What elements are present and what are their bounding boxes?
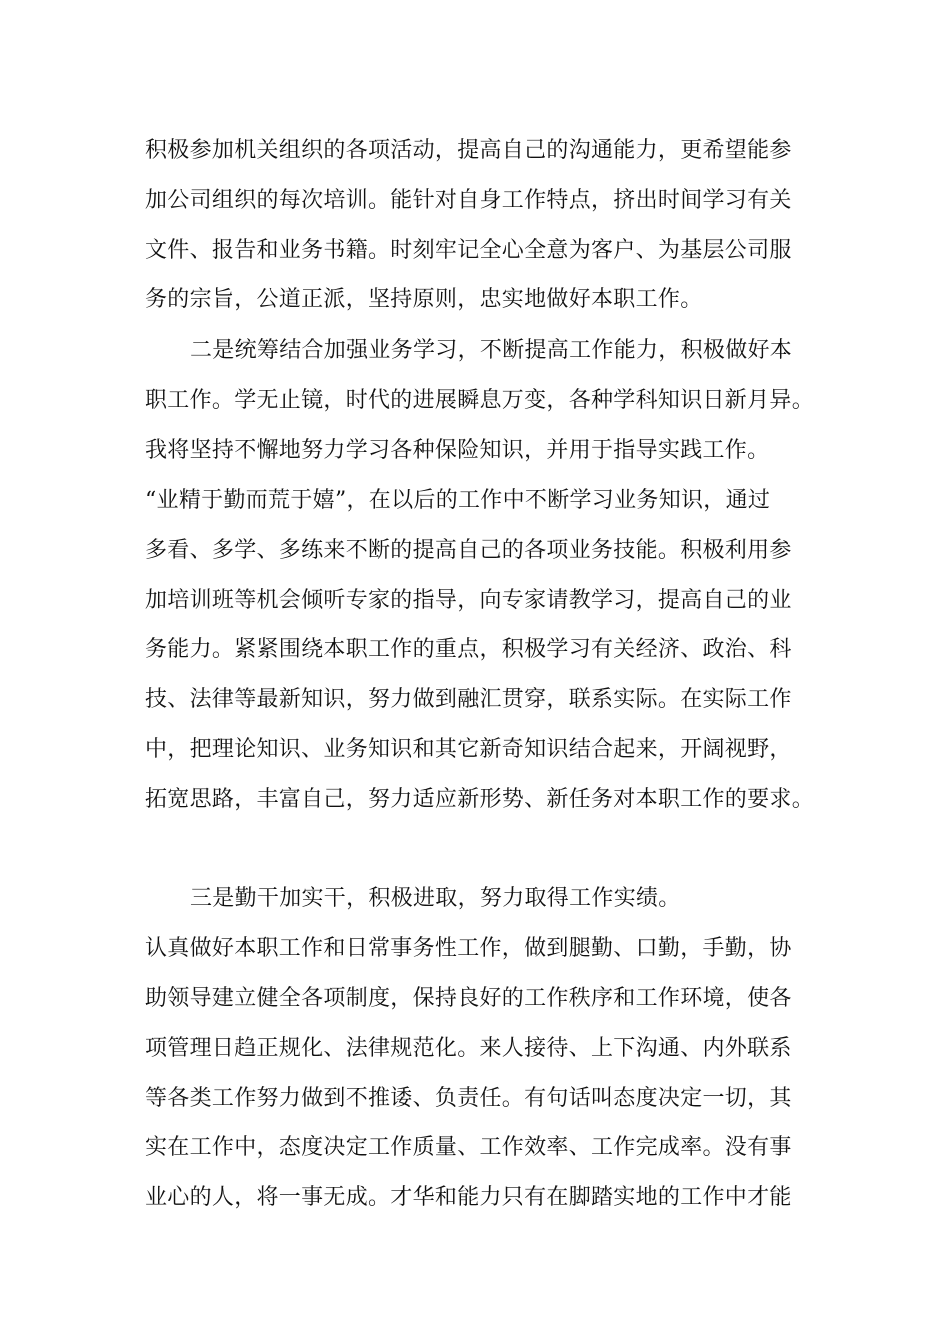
- text-line: 我将坚持不懈地努力学习各种保险知识，并用于指导实践工作。: [145, 438, 770, 463]
- text-line: 文件、报告和业务书籍。时刻牢记全心全意为客户、为基层公司服: [145, 238, 792, 263]
- text-line: 加培训班等机会倾听专家的指导，向专家请教学习，提高自己的业: [145, 588, 792, 613]
- text-line: 职工作。学无止镜，时代的进展瞬息万变，各种学科知识日新月异。: [145, 388, 815, 413]
- text-line: 项管理日趋正规化、法律规范化。来人接待、上下沟通、内外联系: [145, 1036, 792, 1061]
- text-line: 加公司组织的每次培训。能针对自身工作特点，挤出时间学习有关: [145, 188, 792, 213]
- text-line: 实在工作中，态度决定工作质量、工作效率、工作完成率。没有事: [145, 1135, 792, 1160]
- paragraph-start-line: 二是统筹结合加强业务学习，不断提高工作能力，积极做好本: [190, 338, 793, 363]
- text-line: 积极参加机关组织的各项活动，提高自己的沟通能力，更希望能参: [145, 138, 792, 163]
- text-line: 认真做好本职工作和日常事务性工作，做到腿勤、口勤，手勤，协: [145, 936, 792, 961]
- text-line: 多看、多学、多练来不断的提高自己的各项业务技能。积极利用参: [145, 538, 792, 563]
- text-line: 务的宗旨，公道正派，坚持原则，忠实地做好本职工作。: [145, 287, 703, 312]
- text-line: 业心的人，将一事无成。才华和能力只有在脚踏实地的工作中才能: [145, 1185, 792, 1210]
- text-line: 中，把理论知识、业务知识和其它新奇知识结合起来，开阔视野，: [145, 737, 792, 762]
- text-line: 务能力。紧紧围绕本职工作的重点，积极学习有关经济、政治、科: [145, 637, 792, 662]
- text-line: “业精于勤而荒于嬉”，在以后的工作中不断学习业务知识，通过: [145, 488, 771, 513]
- text-line: 拓宽思路，丰富自己，努力适应新形势、新任务对本职工作的要求。: [145, 787, 815, 812]
- text-line: 助领导建立健全各项制度，保持良好的工作秩序和工作环境，使各: [145, 986, 792, 1011]
- paragraph-start-line: 三是勤干加实干，积极进取，努力取得工作实绩。: [190, 886, 681, 911]
- text-line: 技、法律等最新知识，努力做到融汇贯穿，联系实际。在实际工作: [145, 687, 792, 712]
- text-line: 等各类工作努力做到不推诿、负责任。有句话叫态度决定一切，其: [145, 1086, 792, 1111]
